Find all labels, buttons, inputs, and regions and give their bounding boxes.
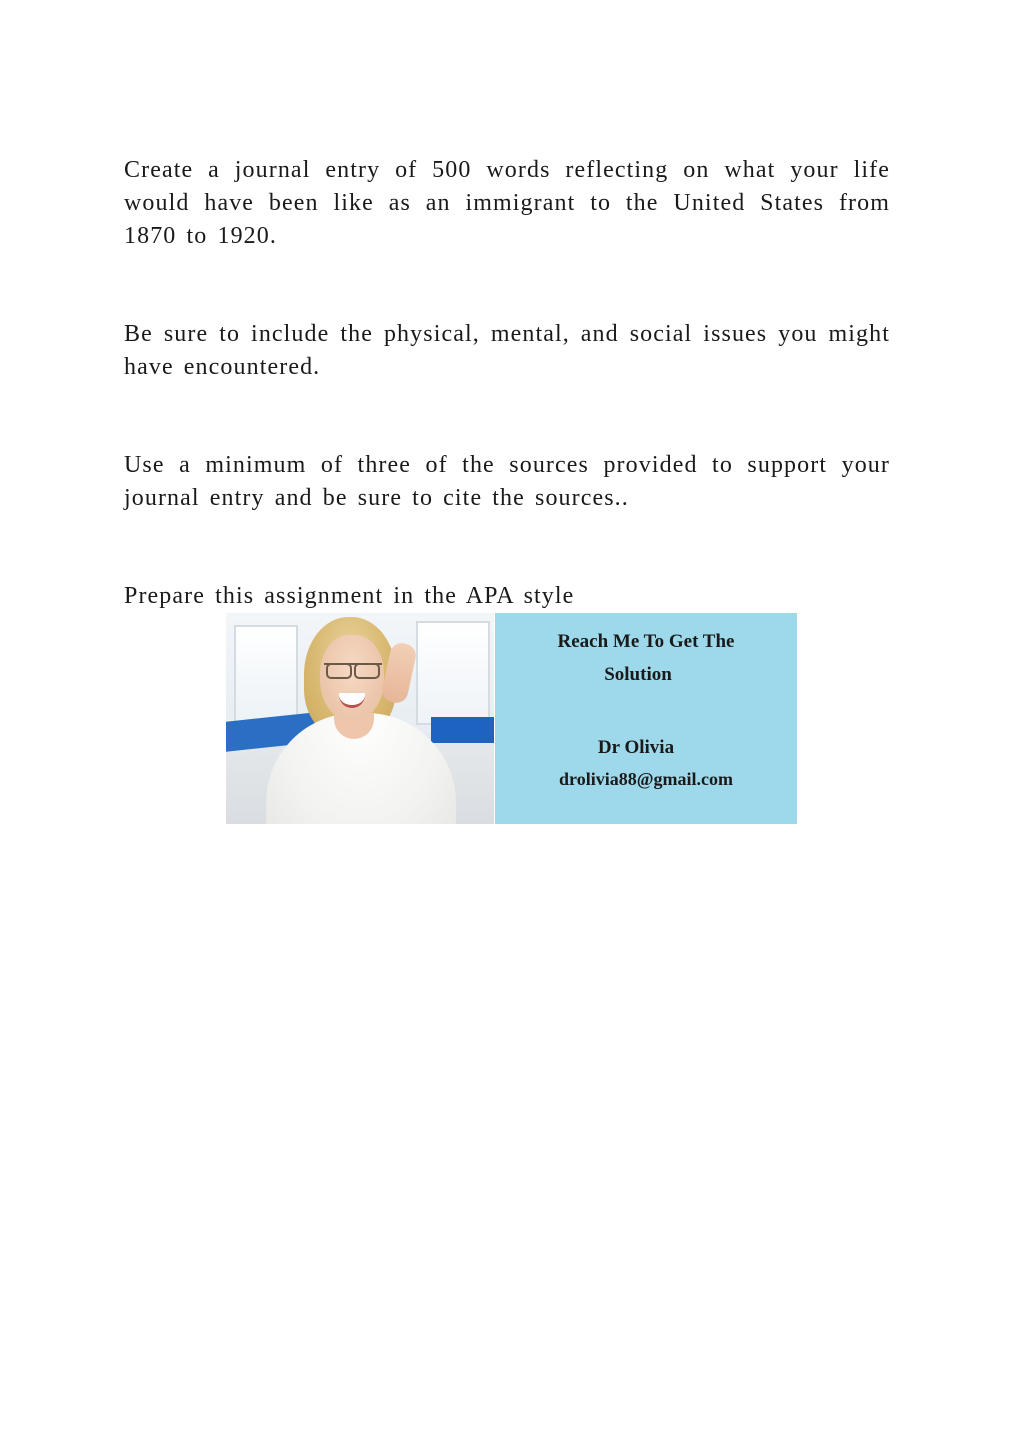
contact-name: Dr Olivia [597,737,675,758]
contact-banner [226,613,797,824]
contact-email: drolivia88@gmail.com [559,769,733,789]
contact-heading-line1: Reach Me To Get The [557,631,735,652]
instruction-paragraph-sources: Use a minimum of three of the sources provided to support your journal entry and be sure to cite the sources.. [124,452,890,511]
instruction-paragraph-issues: Be sure to include the physical, mental, and social issues you might have encountered. [124,321,890,380]
instruction-paragraph-apa-style: Prepare this assignment in the APA style [124,583,575,609]
woman-photo [226,613,494,824]
contact-heading-line2: Solution [604,664,672,685]
instruction-paragraph-journal-entry: Create a journal entry of 500 words reflecting on what your life would have been like as an immigrant to the United States from 1870 to 1920. [124,157,890,249]
contact-card [495,613,797,824]
glasses-icon [324,663,382,681]
